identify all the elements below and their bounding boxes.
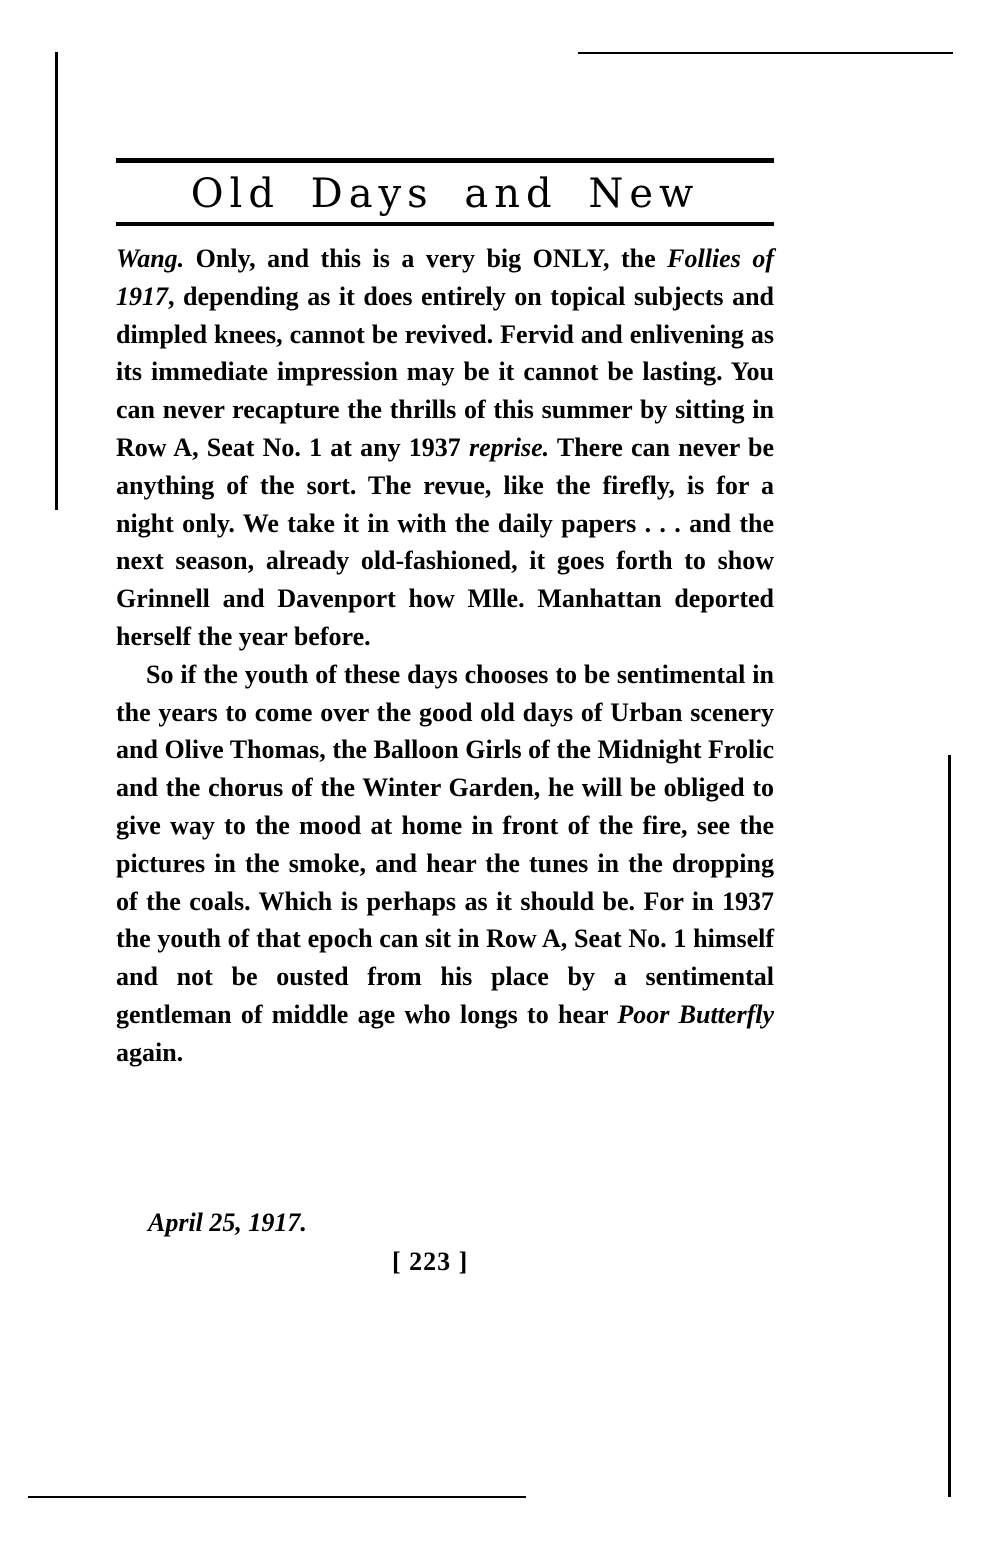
margin-rule-bottom	[28, 1496, 526, 1498]
song-title: Poor Butterfly	[617, 999, 774, 1029]
reprise-word: reprise.	[468, 432, 550, 462]
dateline: April 25, 1917.	[148, 1208, 307, 1237]
header-rule-bottom	[116, 222, 774, 226]
margin-rule-right	[948, 755, 951, 1497]
paragraph-1: Wang. Only, and this is a very big ONLY, the Follies of 1917, depending as it does entirely on topical subjects and dimpled knees, cannot be revived. Fervid and enlivening as its immediate impression may be it cannot be lasting. You can never recapture the thrills of this summer by sitting in Row A, Seat No. 1 at any 1937 reprise. There can never be anything of the sort. The revue, like the firefly, is for a night only. We take it in with the daily papers . . . and the next season, already old-fashioned, it goes forth to show Grinnell and Davenport how Mlle. Manhattan deported herself the year before.	[116, 244, 774, 651]
paragraph-2: So if the youth of these days chooses to be sentimental in the years to come over the good old days of Urban scenery and Olive Thomas, the Balloon Girls of the Midnight Frolic and the chorus of the Winter Garden, he will be obliged to give way to the mood at home in front of the fire, see the pictures in the smoke, and hear the tunes in the dropping of the coals. Which is perhaps as it should be. For in 1937 the youth of that epoch can sit in Row A, Seat No. 1 himself and not be ousted from his place by a sentimental gentleman of middle age who longs to hear Poor Butterfly again.	[116, 659, 774, 1067]
header-rule-top	[116, 158, 774, 163]
margin-rule-top	[578, 52, 953, 54]
page-number: [ 223 ]	[392, 1247, 469, 1276]
lead-name: Wang.	[116, 244, 185, 273]
margin-rule-left	[55, 52, 58, 510]
show-title: Follies of 1917	[116, 244, 774, 311]
page-title: Old Days and New	[190, 171, 700, 217]
article-body	[116, 240, 774, 1072]
